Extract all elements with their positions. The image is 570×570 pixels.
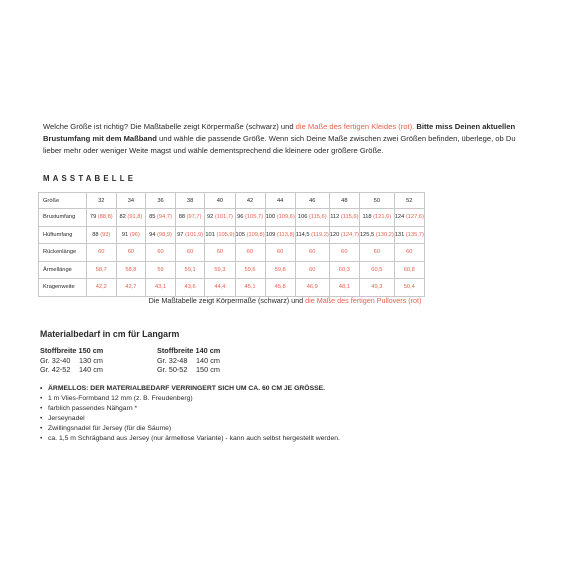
intro-paragraph	[43, 121, 533, 157]
body-measure: 124	[394, 214, 405, 221]
garment-measure: (88,8)	[97, 214, 113, 221]
body-measure: 94	[149, 231, 156, 238]
table-cell	[175, 261, 205, 279]
table-cell	[116, 279, 146, 297]
table-cell	[205, 261, 235, 279]
row-label: Ärmellänge	[39, 261, 87, 279]
body-measure: 131	[394, 231, 405, 238]
garment-measure: 60	[341, 249, 348, 256]
table-row	[39, 244, 425, 262]
garment-measure: 59,1	[184, 266, 196, 273]
garment-measure: (119,2)	[311, 231, 329, 238]
garment-measure: 59,8	[274, 266, 286, 273]
note-text: 1 m Vlies-Formband 12 mm (z. B. Freudenberg)	[48, 395, 193, 402]
caption-black: Die Maßtabelle zeigt Körpermaße (schwarz) und	[148, 296, 306, 305]
material-title: Materialbedarf in cm für Langarm	[40, 329, 180, 339]
garment-measure: 60,5	[371, 266, 383, 273]
table-cell	[265, 226, 295, 244]
bullet-icon: •	[40, 415, 43, 422]
fabric-150-size: Gr. 42-52	[40, 365, 71, 374]
table-row	[39, 261, 425, 279]
table-cell	[329, 226, 359, 244]
size-header-cell: 36	[146, 193, 176, 209]
body-measure: 88	[92, 231, 99, 238]
garment-measure: 59,6	[244, 266, 256, 273]
size-header-cell: 40	[205, 193, 235, 209]
body-measure: 118	[362, 214, 372, 221]
garment-measure: 59	[157, 266, 164, 273]
garment-measure: 50,4	[403, 284, 415, 291]
body-measure: 100	[265, 214, 276, 221]
table-cell	[205, 244, 235, 262]
fabric-150-heading: Stoffbreite 150 cm	[40, 346, 104, 355]
fabric-140-row	[157, 356, 220, 366]
table-header-row	[39, 193, 425, 209]
body-measure: 114,5	[295, 231, 310, 238]
garment-measure: 45,8	[274, 284, 286, 291]
table-cell	[87, 261, 117, 279]
body-measure: 105	[235, 231, 245, 238]
table-cell	[394, 244, 424, 262]
intro-text-3: und wähle die passende Größe. Wenn sich Deine Maße zwischen zwei Größen befinden, überlege, ob Du lieber mehr oder weniger Weite magst und wähle dementsprechend die kleinere oder größere Größe.	[43, 134, 516, 155]
garment-measure: 42,7	[125, 284, 137, 291]
garment-measure: 48,1	[338, 284, 350, 291]
garment-measure: (109,8)	[246, 231, 265, 238]
notes-list	[40, 384, 340, 444]
table-cell	[359, 244, 394, 262]
garment-measure: (93)	[100, 231, 111, 238]
size-header-cell: 38	[175, 193, 205, 209]
garment-measure: (94,7)	[157, 214, 172, 221]
garment-measure: (115,6)	[340, 214, 359, 221]
table-cell	[359, 226, 394, 244]
table-cell	[116, 226, 146, 244]
note-text: Zwillingsnadel für Jersey (für die Säume)	[48, 425, 172, 432]
table-cell	[116, 209, 146, 227]
table-cell	[359, 279, 394, 297]
bullet-icon: •	[40, 425, 43, 432]
body-measure: 82	[119, 214, 126, 221]
fabric-150-row	[40, 365, 103, 375]
table-cell	[265, 279, 295, 297]
garment-measure: 44,4	[214, 284, 226, 291]
table-cell	[175, 279, 205, 297]
garment-measure: 46,9	[306, 284, 318, 291]
body-measure: 101	[205, 231, 215, 238]
fabric-150-amount: 140 cm	[79, 365, 103, 374]
table-cell	[175, 209, 205, 227]
table-cell	[329, 244, 359, 262]
garment-measure: 60	[373, 249, 380, 256]
body-measure: 88	[178, 214, 186, 221]
row-label: Hüftumfang	[39, 226, 87, 244]
fabric-140-size: Gr. 50-52	[157, 365, 188, 374]
size-header-cell: 34	[116, 193, 146, 209]
size-header-cell: 44	[265, 193, 295, 209]
garment-measure: 45,1	[244, 284, 256, 291]
fabric-140-amount: 150 cm	[196, 365, 220, 374]
garment-measure: 60	[98, 249, 105, 256]
bullet-icon: •	[40, 395, 43, 402]
garment-measure: 60	[406, 249, 413, 256]
table-cell	[394, 226, 424, 244]
table-cell	[87, 226, 117, 244]
list-item	[40, 394, 340, 404]
note-text: farblich passendes Nähgarn *	[48, 405, 138, 412]
table-cell	[295, 279, 329, 297]
garment-measure: 60	[309, 266, 316, 273]
fabric-140-heading: Stoffbreite 140 cm	[157, 346, 221, 355]
table-cell	[146, 226, 176, 244]
garment-measure: (130,2)	[375, 231, 394, 238]
table-cell	[265, 244, 295, 262]
garment-measure: 60	[216, 249, 224, 256]
garment-measure: (96)	[129, 231, 140, 238]
fabric-150	[40, 346, 103, 375]
body-measure: 92	[206, 214, 214, 221]
list-item	[40, 434, 340, 444]
body-measure: 97	[177, 231, 184, 238]
caption-red: die Maße des fertigen Pullovers (rot)	[305, 296, 422, 305]
size-table	[38, 192, 425, 297]
garment-measure: 49,3	[371, 284, 383, 291]
table-cell	[87, 244, 117, 262]
row-label: Brustumfang	[39, 209, 87, 227]
fabric-150-size: Gr. 32-40	[40, 355, 71, 365]
garment-measure: (101,7)	[214, 214, 233, 221]
table-cell	[359, 209, 394, 227]
garment-measure: 60,3	[338, 266, 350, 273]
table-cell	[87, 279, 117, 297]
fabric-140-row	[157, 365, 220, 375]
garment-measure: 42,2	[95, 284, 107, 291]
table-cell	[146, 279, 176, 297]
body-measure: 112	[330, 214, 340, 221]
body-measure: 120	[329, 231, 340, 238]
table-cell	[146, 261, 176, 279]
garment-measure: 60	[309, 249, 316, 256]
garment-measure: (124,7)	[340, 231, 359, 238]
table-cell	[235, 279, 265, 297]
intro-text-red: die Maße des fertigen Kleides (rot).	[295, 122, 415, 131]
garment-measure: 58,8	[125, 266, 137, 273]
garment-measure: (113,8)	[276, 231, 295, 238]
table-cell	[295, 261, 329, 279]
intro-text-bold: Bitte miss Deinen aktuellen Brustumfang mit dem Maßband	[43, 122, 516, 143]
body-measure: 96	[237, 214, 244, 221]
fabric-140	[157, 346, 220, 375]
bullet-icon: •	[40, 385, 43, 392]
garment-measure: 60,8	[403, 266, 415, 273]
intro-text-1: Welche Größe ist richtig? Die Maßtabelle zeigt Körpermaße (schwarz) und	[43, 122, 296, 131]
garment-measure: 59,3	[214, 266, 226, 273]
bullet-icon: •	[40, 405, 43, 412]
body-measure: 79	[89, 214, 97, 221]
table-caption	[0, 296, 570, 305]
note-text: ÄRMELLOS: DER MATERIALBEDARF VERRINGERT SICH UM CA. 60 CM JE GRÖSSE.	[48, 385, 326, 392]
fabric-150-row	[40, 356, 103, 366]
table-cell	[205, 279, 235, 297]
body-measure: 91	[121, 231, 129, 238]
table-cell	[394, 279, 424, 297]
garment-measure: 43,1	[154, 284, 167, 291]
garment-measure: 43,6	[184, 284, 196, 291]
body-measure: 125,5	[359, 231, 375, 238]
garment-measure: 60	[157, 249, 164, 256]
table-cell	[359, 261, 394, 279]
size-header-cell: 50	[359, 193, 394, 209]
header-label: Größe	[39, 193, 87, 209]
table-cell	[175, 226, 205, 244]
garment-measure: 60	[186, 249, 194, 256]
table-title: MASSTABELLE	[43, 174, 137, 183]
fabric-150-amount: 130 cm	[79, 355, 103, 365]
table-cell	[394, 261, 424, 279]
list-item	[40, 414, 340, 424]
table-cell	[205, 226, 235, 244]
table-row	[39, 279, 425, 297]
table-cell	[146, 244, 176, 262]
table-cell	[394, 209, 424, 227]
garment-measure: (135,7)	[405, 231, 424, 238]
garment-measure: (98,9)	[157, 231, 172, 238]
table-cell	[329, 209, 359, 227]
table-row	[39, 226, 425, 244]
table-cell	[235, 226, 265, 244]
table-cell	[175, 244, 205, 262]
garment-measure: 58,7	[95, 266, 107, 273]
garment-measure: (91,8)	[127, 214, 143, 221]
size-header-cell: 46	[295, 193, 329, 209]
table-cell	[146, 209, 176, 227]
table-cell	[235, 209, 265, 227]
table-cell	[116, 261, 146, 279]
garment-measure: (121,6)	[373, 214, 392, 221]
table-cell	[295, 244, 329, 262]
size-header-cell: 32	[87, 193, 117, 209]
note-text: ca. 1,5 m Schrägband aus Jersey (nur ärmellose Variante) - kann auch selbst hergestellt werden.	[48, 435, 340, 442]
row-label: Kragenweite	[39, 279, 87, 297]
body-measure: 106	[297, 214, 308, 221]
size-header-cell: 42	[235, 193, 265, 209]
table-cell	[235, 244, 265, 262]
garment-measure: (109,6)	[276, 214, 295, 221]
garment-measure: (127,6)	[405, 214, 424, 221]
table-cell	[87, 209, 117, 227]
list-item	[40, 424, 340, 434]
list-item	[40, 404, 340, 414]
table-cell	[295, 226, 329, 244]
garment-measure: 60	[246, 249, 254, 256]
garment-measure: 60	[127, 249, 135, 256]
garment-measure: (105,7)	[245, 214, 264, 221]
body-measure: 85	[149, 214, 156, 221]
table-cell	[235, 261, 265, 279]
note-text: Jerseynadel	[48, 415, 85, 422]
size-header-cell: 48	[329, 193, 359, 209]
table-cell	[116, 244, 146, 262]
fabric-140-amount: 140 cm	[196, 355, 220, 365]
size-header-cell: 52	[394, 193, 424, 209]
garment-measure: (101,9)	[185, 231, 204, 238]
garment-measure: (105,9)	[216, 231, 235, 238]
fabric-140-size: Gr. 32-48	[157, 355, 188, 365]
table-cell	[205, 209, 235, 227]
row-label: Rückenlänge	[39, 244, 87, 262]
bullet-icon: •	[40, 435, 43, 442]
garment-measure: (115,6)	[309, 214, 327, 221]
table-cell	[295, 209, 329, 227]
table-cell	[265, 261, 295, 279]
table-cell	[329, 279, 359, 297]
table-cell	[265, 209, 295, 227]
garment-measure: 60	[277, 249, 284, 256]
garment-measure: (97,7)	[186, 214, 202, 221]
list-item	[40, 384, 340, 394]
body-measure: 109	[265, 231, 276, 238]
table-row	[39, 209, 425, 227]
table-cell	[329, 261, 359, 279]
